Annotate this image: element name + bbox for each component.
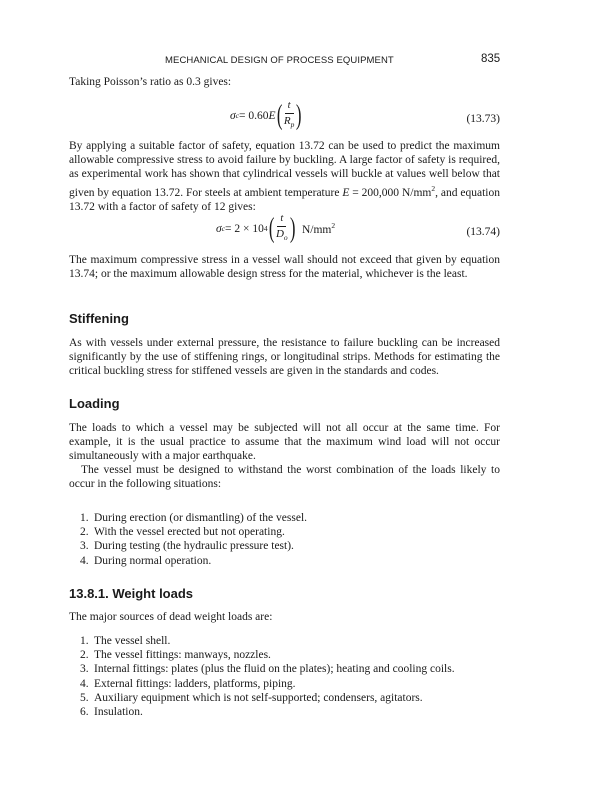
equation-13-73-formula — [230, 100, 303, 131]
list-item: 5. Auxiliary equipment which is not self-supported; condensers, agitators. — [80, 691, 423, 704]
intro-text: Taking Poisson’s ratio as 0.3 gives: — [69, 76, 232, 88]
fraction-numerator: t — [277, 213, 286, 227]
coefficient: = 2 × 10 — [225, 222, 264, 235]
equation-13-73 — [69, 100, 500, 140]
page-number: 835 — [481, 53, 501, 65]
heading-loading: Loading — [69, 396, 120, 411]
list-item: 3. During testing (the hydraulic pressure test). — [80, 540, 294, 553]
heading-stiffening: Stiffening — [69, 311, 129, 326]
list-item: 4. During normal operation. — [80, 554, 212, 567]
units: $N/mm^2$ — [301, 221, 336, 236]
list-item: 2. With the vessel erected but not operating. — [80, 526, 285, 539]
equation-number: (13.73) — [466, 113, 500, 125]
equation-number: (13.74) — [466, 226, 500, 238]
left-parenthesis: ( — [268, 212, 275, 244]
paragraph-stiffening: As with vessels under external pressure, the resistance to failure buckling can be increased significantly by the use of stiffening rings, or longitudinal strips. Methods for estimating the critical buckling stress for stiffened vessels are given in the standards and codes. — [69, 337, 500, 378]
modulus-symbol: E — [268, 109, 276, 122]
right-parenthesis: ) — [289, 212, 296, 244]
list-item: 3. Internal fittings: plates (plus the fluid on the plates); heating and cooling coils. — [80, 663, 455, 676]
sigma-symbol: σ — [216, 222, 222, 235]
right-parenthesis: ) — [296, 99, 302, 131]
weight-loads-intro: The major sources of dead weight loads are: — [69, 611, 273, 623]
left-parenthesis: ( — [276, 99, 283, 131]
equation-13-74 — [69, 213, 500, 253]
fraction — [284, 100, 294, 131]
fraction-numerator: t — [285, 100, 294, 114]
running-header-title: MECHANICAL DESIGN OF PROCESS EQUIPMENT — [165, 55, 394, 66]
equation-13-74-formula — [216, 213, 335, 244]
fraction — [276, 213, 288, 244]
paragraph-maximum-stress: The maximum compressive stress in a vessel wall should not exceed that given by equation 13.74; or the maximum allowable design stress for the material, whichever is the least. — [69, 254, 500, 281]
fraction-denominator: $R_p$ — [283, 115, 295, 130]
list-item: 6. Insulation. — [80, 705, 143, 718]
paragraph-loading: The loads to which a vessel may be subjected will not all occur at the same time. For example, it is the usual practice to assume that the maximum wind load will not occur simultaneously with a major earthquake. — [69, 422, 500, 463]
weight-loads-list — [80, 634, 455, 719]
sigma-subscript: c — [235, 111, 240, 121]
list-item: 1. The vessel shell. — [80, 635, 171, 647]
paragraph-factor-of-safety: By applying a suitable factor of safety, equation 13.72 can be used to predict the maximum allowable compressive stress to avoid failure by buckling. A large factor of safety is required, as experimental work has shown that cylindrical vessels will buckle at values well below that given by equation 13.72. For steels at ambient temperature E = 200,000 $N/mm^2$, and equation 13.72 with a factor of safety of 12 gives: — [69, 140, 500, 213]
paragraph-worst-combination: The vessel must be designed to withstand the worst combination of the loads likely to occur in the following situations: — [69, 464, 500, 491]
sigma-symbol: σ — [230, 109, 236, 122]
list-item: 1. During erection (or dismantling) of the vessel. — [80, 512, 308, 524]
list-item: 2. The vessel fittings: manways, nozzles. — [80, 649, 271, 662]
exponent: 4 — [263, 224, 268, 234]
loading-situations-list — [80, 511, 307, 568]
sigma-subscript: c — [221, 224, 226, 234]
fraction-denominator: $D_o$ — [275, 228, 288, 243]
heading-weight-loads: 13.8.1. Weight loads — [69, 586, 194, 601]
equals-coefficient: = 0.60 — [239, 109, 269, 122]
list-item: 4. External fittings: ladders, platforms, piping. — [80, 677, 296, 690]
